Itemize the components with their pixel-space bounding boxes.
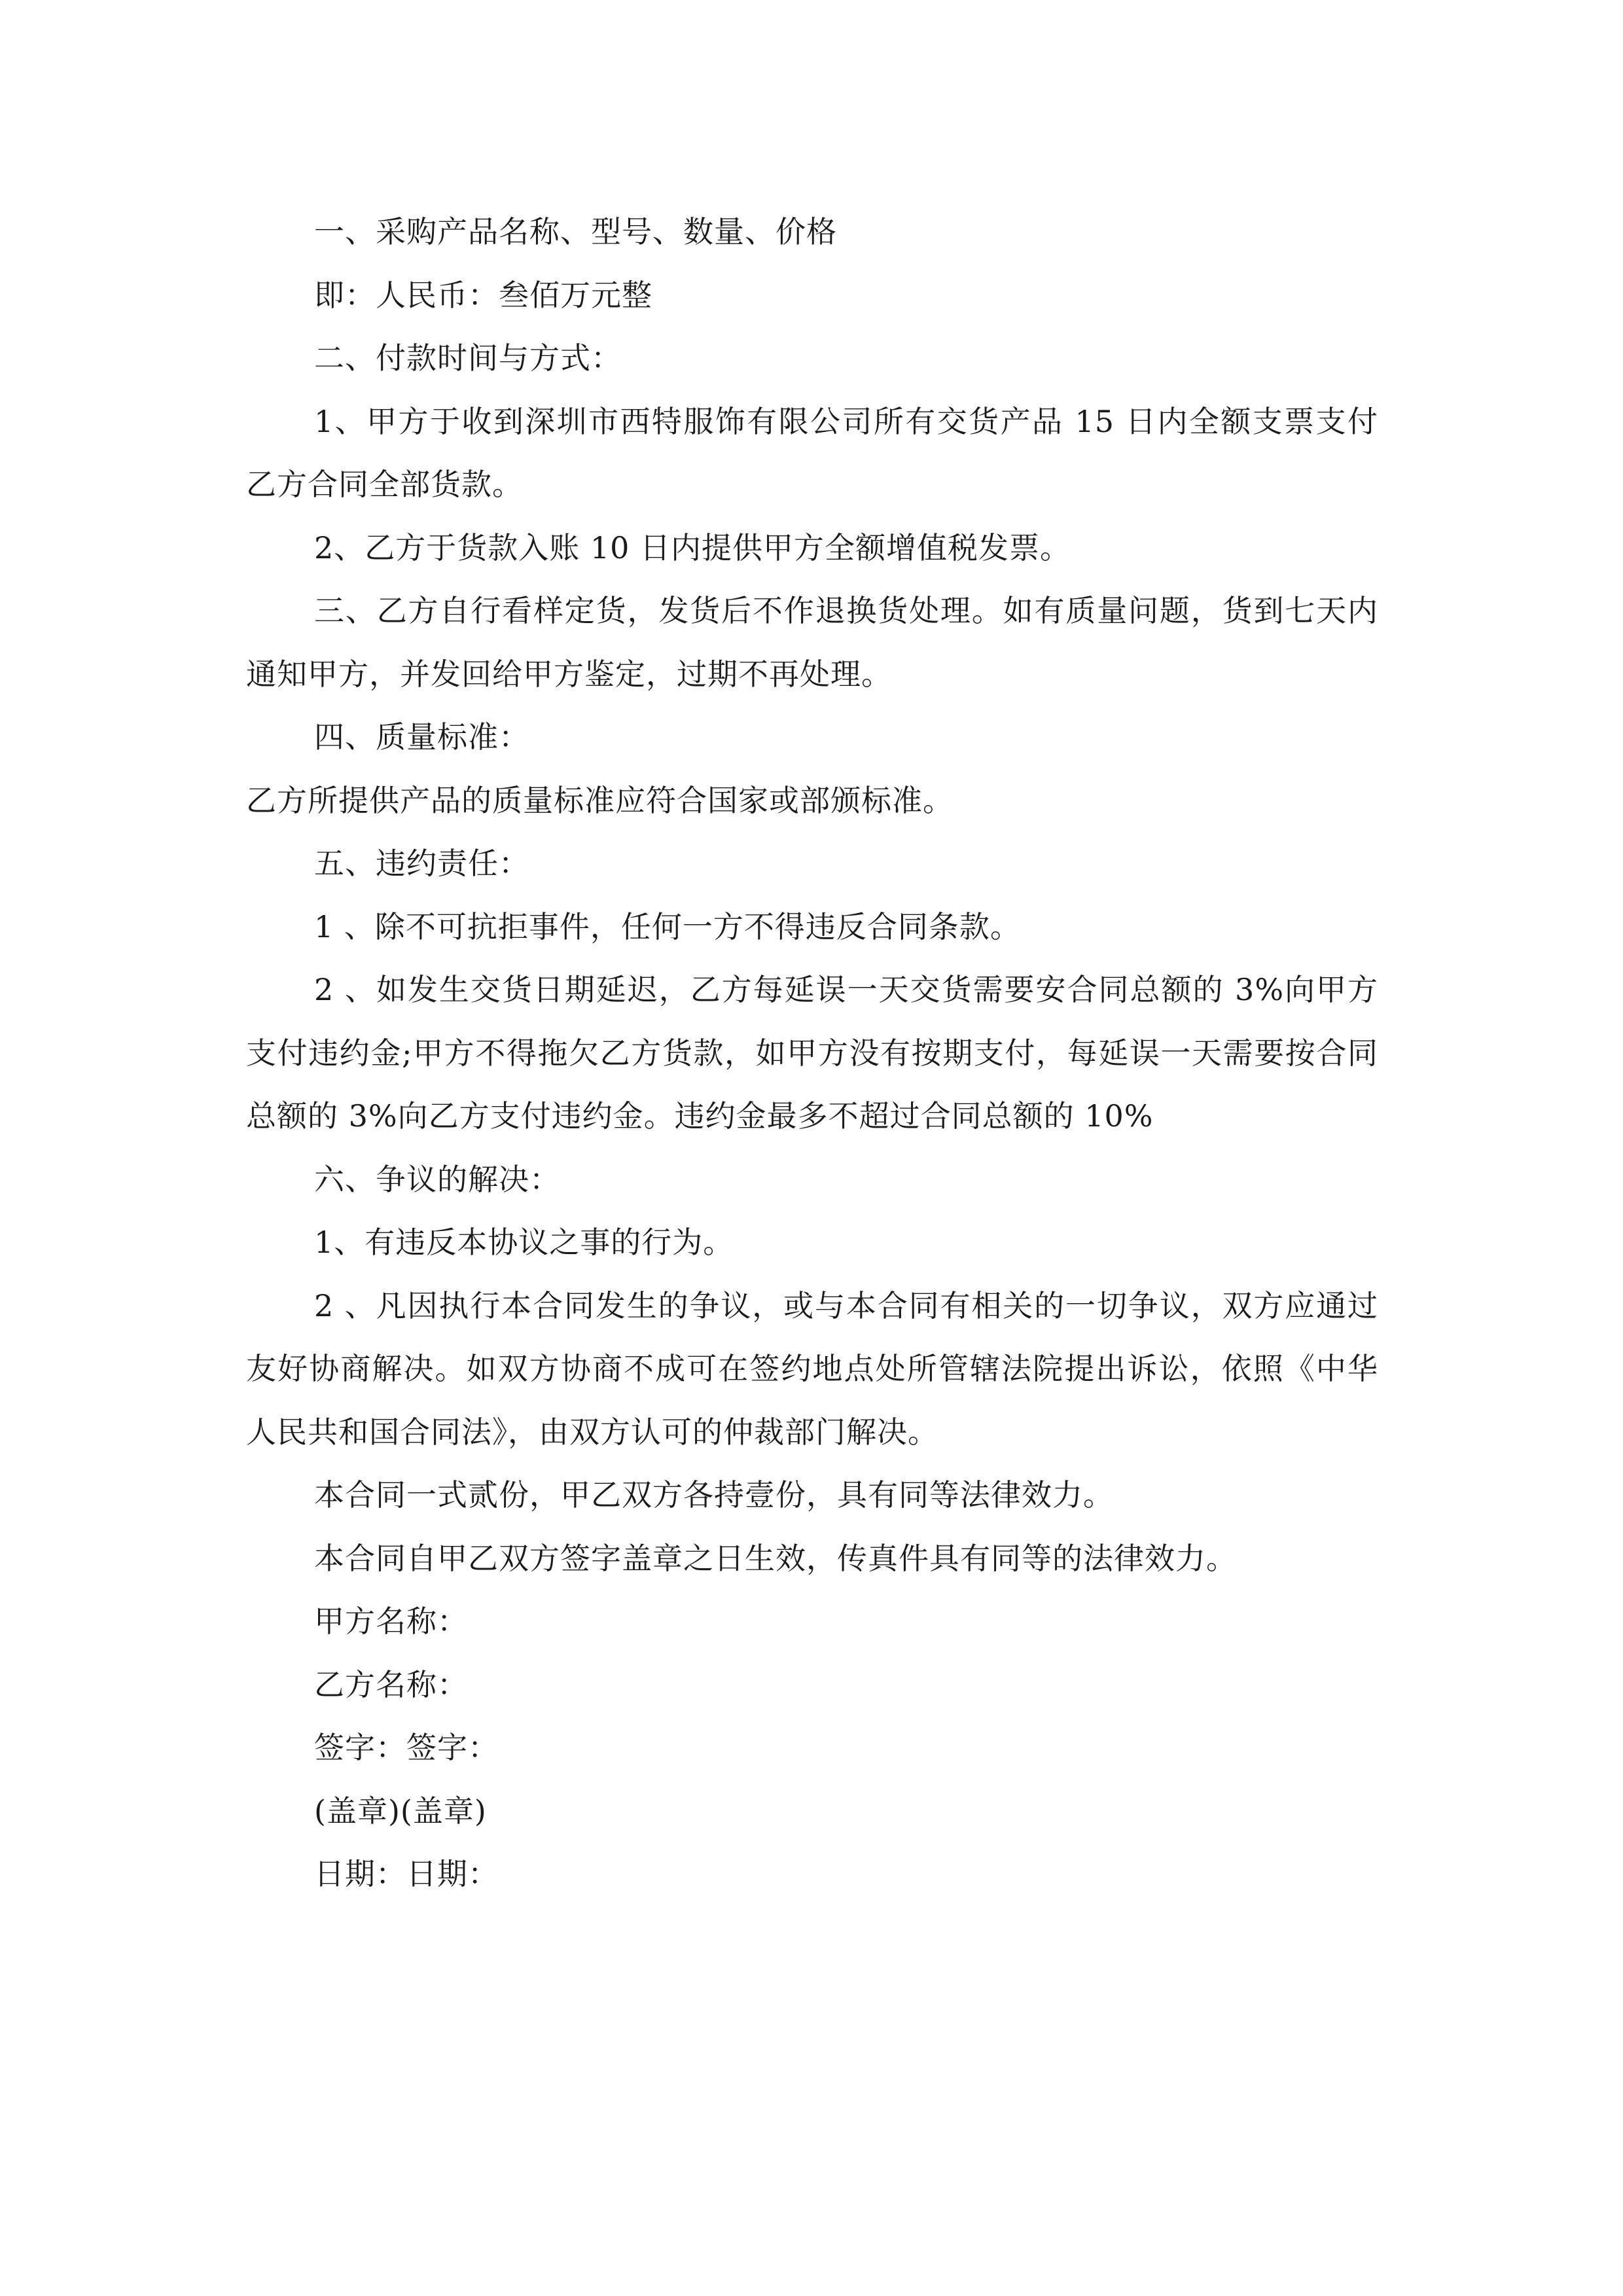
section-4-heading: 四、质量标准：	[314, 719, 529, 755]
quality-standard-text: 乙方所提供产品的质量标准应符合国家或部颁标准。	[246, 782, 954, 818]
payment-clause-2: 2、乙方于货款入账 10 日内提供甲方全额增值税发票。	[314, 529, 1071, 565]
section-2-heading: 二、付款时间与方式：	[314, 340, 622, 376]
liability-clause-2: 2 、如发生交货日期延迟，乙方每延误一天交货需要安合同总额的 3%向甲方支付违约金;甲方不得拖欠乙方货款，如甲方没有按期支付，每延误一天需要按合同总额的 3%向乙方支付违约金。违约金最多不超过合同总额的 10%	[246, 972, 1378, 1134]
dispute-clause-2: 2 、凡因执行本合同发生的争议，或与本合同有相关的一切争议，双方应通过友好协商解决。如双方协商不成可在签约地点处所管辖法院提出诉讼，依照《中华人民共和国合同法》，由双方认可的仲裁部门解决。	[246, 1287, 1378, 1450]
section-6-heading: 六、争议的解决：	[314, 1161, 560, 1197]
seal-labels: (盖章)(盖章)	[314, 1793, 487, 1829]
copies-clause: 本合同一式贰份，甲乙双方各持壹份，具有同等法律效力。	[314, 1477, 1114, 1513]
dispute-clause-1: 1、有违反本协议之事的行为。	[314, 1225, 734, 1260]
section-1-heading: 一、采购产品名称、型号、数量、价格	[314, 214, 837, 249]
document-body	[246, 200, 1378, 1906]
liability-clause-1: 1 、除不可抗拒事件，任何一方不得违反合同条款。	[314, 908, 1021, 944]
section-3-text: 三、乙方自行看样定货，发货后不作退换货处理。如有质量问题，货到七天内通知甲方，并发回给甲方鉴定，过期不再处理。	[246, 593, 1378, 692]
party-a-name-label: 甲方名称：	[314, 1604, 468, 1639]
payment-clause-1: 1、甲方于收到深圳市西特服饰有限公司所有交货产品 15 日内全额支票支付乙方合同全部货款。	[246, 403, 1378, 502]
signature-labels: 签字：签字：	[314, 1730, 499, 1765]
effective-clause: 本合同自甲乙双方签字盖章之日生效，传真件具有同等的法律效力。	[314, 1540, 1237, 1576]
total-amount-text: 即：人民币：叁佰万元整	[314, 277, 652, 313]
party-b-name-label: 乙方名称：	[314, 1666, 468, 1702]
date-labels: 日期：日期：	[314, 1856, 499, 1892]
section-5-heading: 五、违约责任：	[314, 846, 529, 881]
